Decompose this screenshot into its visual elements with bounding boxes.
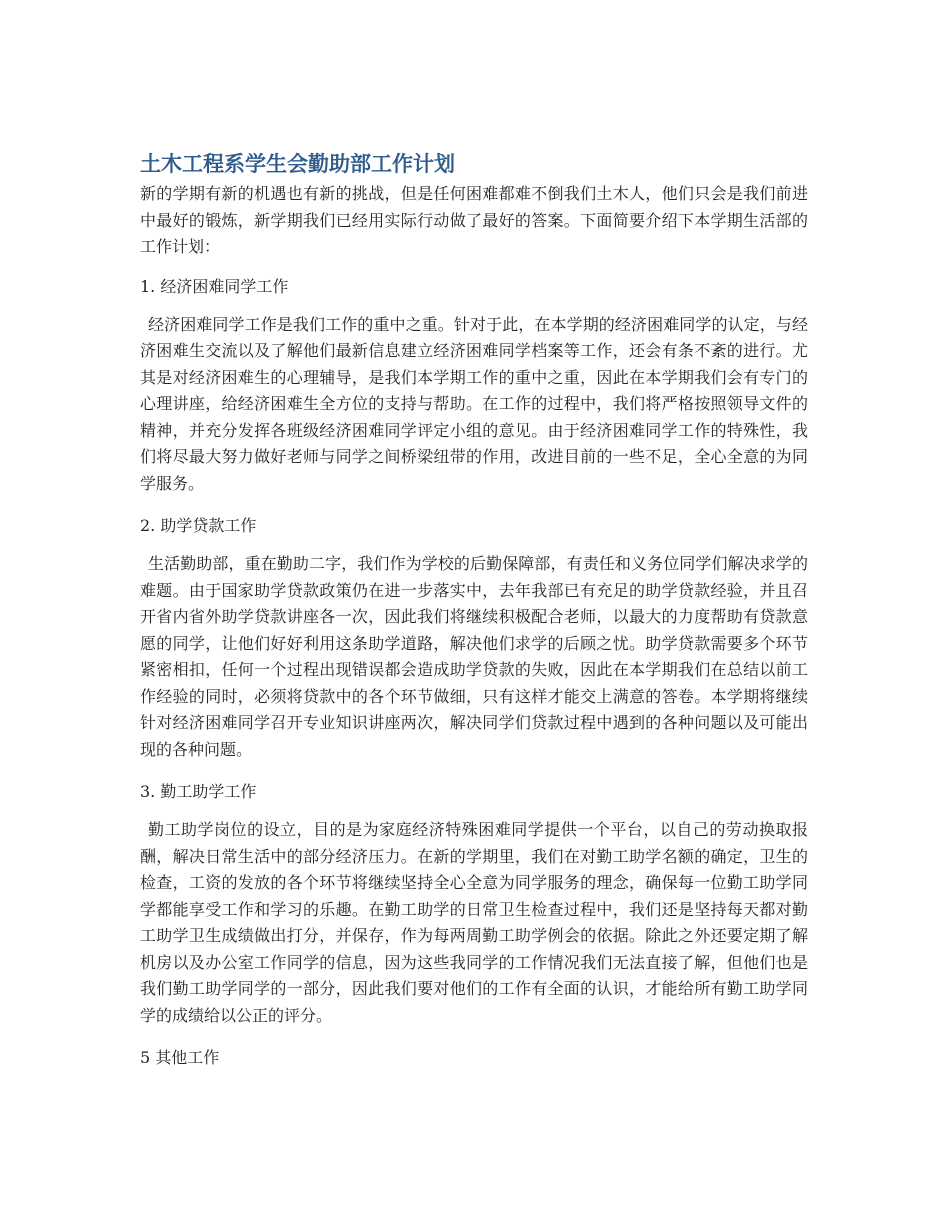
intro-paragraph: 新的学期有新的机遇也有新的挑战，但是任何困难都难不倒我们土木人，他们只会是我们前进中最好的锻炼，新学期我们已经用实际行动做了最好的答案。下面简要介绍下本学期生活部的工作计划： bbox=[140, 184, 808, 256]
document-page bbox=[140, 150, 808, 1071]
section-heading-1: 1. 经济困难同学工作 bbox=[140, 276, 289, 296]
section-heading-5: 5 其他工作 bbox=[140, 1048, 220, 1067]
section-heading-3: 3. 勤工助学工作 bbox=[140, 782, 257, 801]
document-title: 土木工程系学生会勤助部工作计划 bbox=[140, 152, 455, 176]
section-body-3: 勤工助学岗位的设立，目的是为家庭经济特殊困难同学提供一个平台，以自己的劳动换取报酬，解决日常生活中的部分经济压力。在新的学期里，我们在对勤工助学名额的确定，卫生的检查，工资的发放的各个环节将继续坚持全心全意为同学服务的理念，确保每一位勤工助学同学都能享受工作和学习的乐趣。在勤工助学的日常卫生检查过程中，我们还是坚持每天都对勤工助学卫生成绩做出打分，并保存，作为每两周勤工助学例会的依据。除此之外还要定期了解机房以及办公室工作同学的信息，因为这些我同学的工作情况我们无法直接了解，但他们也是我们勤工助学同学的一部分，因此我们要对他们的工作有全面的认识，才能给所有勤工助学同学的成绩给以公正的评分。 bbox=[140, 820, 808, 1025]
section-body-1: 经济困难同学工作是我们工作的重中之重。针对于此，在本学期的经济困难同学的认定，与经济困难生交流以及了解他们最新信息建立经济困难同学档案等工作，还会有条不紊的进行。尤其是对经济困难生的心理辅导，是我们本学期工作的重中之重，因此在本学期我们会有专门的心理讲座，给经济困难生全方位的支持与帮助。在工作的过程中，我们将严格按照领导文件的精神，并充分发挥各班级经济困难同学评定小组的意见。由于经济困难同学工作的特殊性，我们将尽最大努力做好老师与同学之间桥梁纽带的作用，改进目前的一些不足，全心全意的为同学服务。 bbox=[140, 314, 808, 493]
section-body-2: 生活勤助部，重在勤助二字，我们作为学校的后勤保障部，有责任和义务位同学们解决求学的难题。由于国家助学贷款政策仍在进一步落实中，去年我部已有充足的助学贷款经验，并且召开省内省外助学贷款讲座各一次，因此我们将继续积极配合老师，以最大的力度帮助有贷款意愿的同学，让他们好好利用这条助学道路，解决他们求学的后顾之忧。助学贷款需要多个环节紧密相扣，任何一个过程出现错误都会造成助学贷款的失败，因此在本学期我们在总结以前工作经验的同时，必须将贷款中的各个环节做细，只有这样才能交上满意的答卷。本学期将继续针对经济困难同学召开专业知识讲座两次，解决同学们贷款过程中遇到的各种问题以及可能出现的各种问题。 bbox=[140, 554, 808, 759]
section-heading-2: 2. 助学贷款工作 bbox=[140, 516, 257, 535]
